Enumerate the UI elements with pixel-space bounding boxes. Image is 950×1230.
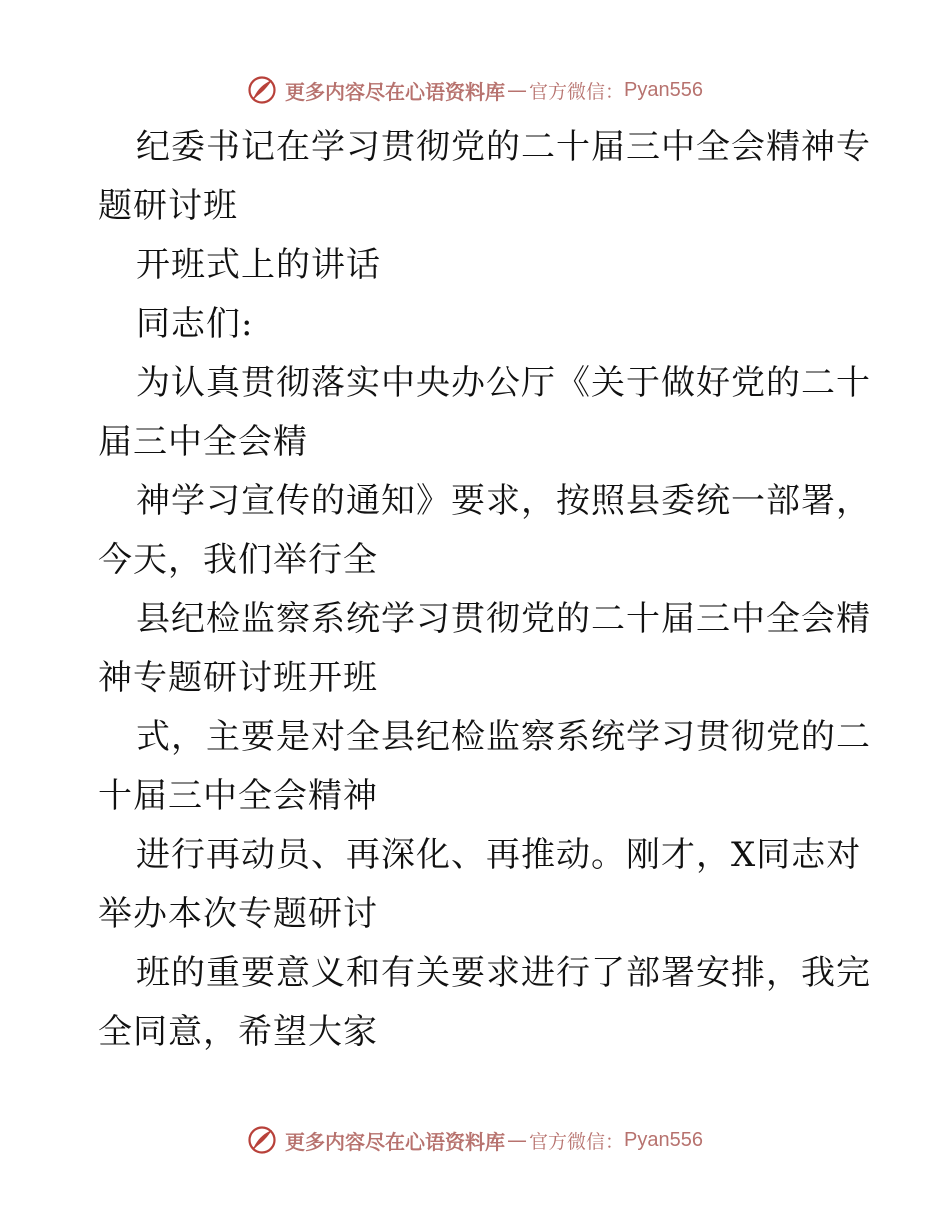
- document-line: 届三中全会精: [98, 422, 308, 462]
- document-line: 神学习宣传的通知》要求，按照县委统一部署，: [136, 481, 871, 521]
- banner-site-text: 更多内容尽在心语资料库: [285, 79, 505, 104]
- document-line: 题研讨班: [98, 186, 238, 226]
- document-line: 式，主要是对全县纪检监察系统学习贯彻党的二: [136, 717, 871, 757]
- document-line: 纪委书记在学习贯彻党的二十届三中全会精神专: [136, 127, 871, 167]
- banner-site-text: 更多内容尽在心语资料库: [285, 1129, 505, 1154]
- banner-wechat-label: 官方微信：: [529, 1130, 625, 1153]
- document-line: 开班式上的讲话: [136, 245, 381, 285]
- document-line: 今天，我们举行全: [98, 540, 378, 580]
- footer-banner: [0, 1120, 950, 1160]
- banner-separator: —: [507, 1128, 527, 1152]
- quill-circle-logo-icon: [247, 75, 277, 105]
- header-banner: [0, 70, 950, 110]
- document-line: 同志们:: [136, 304, 254, 344]
- banner-separator: —: [507, 78, 527, 102]
- document-line: 全同意，希望大家: [98, 1012, 378, 1052]
- banner-wechat-id: Pyan556: [624, 78, 703, 101]
- document-line: 进行再动员、再深化、再推动。刚才，X同志对: [136, 835, 862, 875]
- banner-wechat-label: 官方微信：: [529, 80, 625, 103]
- document-line: 十届三中全会精神: [98, 776, 378, 816]
- document-line: 神专题研讨班开班: [98, 658, 378, 698]
- banner-wechat-id: Pyan556: [624, 1128, 703, 1151]
- document-line: 举办本次专题研讨: [98, 894, 378, 934]
- document-line: 班的重要意义和有关要求进行了部署安排，我完: [136, 953, 871, 993]
- document-body: [98, 118, 871, 1062]
- document-line: 县纪检监察系统学习贯彻党的二十届三中全会精: [136, 599, 871, 639]
- document-line: 为认真贯彻落实中央办公厅《关于做好党的二十: [136, 363, 871, 403]
- quill-circle-logo-icon: [247, 1125, 277, 1155]
